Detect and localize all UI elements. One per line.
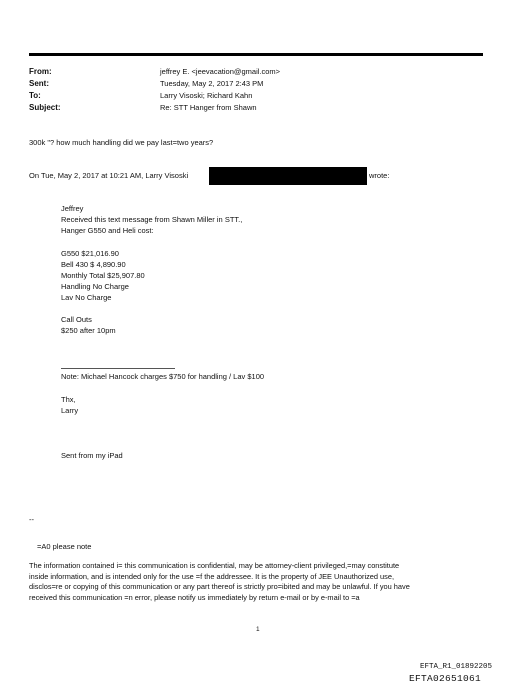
footer-id-2: EFTA02651061 [409, 673, 482, 684]
quote-header-prefix: On Tue, May 2, 2017 at 10:21 AM, Larry Visoski [29, 171, 189, 180]
subject-label: Subject: [29, 103, 61, 112]
subject-value: Re: STT Hanger from Shawn [160, 103, 257, 112]
to-label: To: [29, 91, 41, 100]
reply-text: 300k "? how much handling did we pay last=two years? [29, 138, 214, 147]
separator-line [61, 368, 175, 369]
redaction-bar [209, 167, 367, 185]
signature-name: Larry [61, 406, 79, 415]
header-rule [29, 53, 483, 56]
note-line: Note: Michael Hancock charges $750 for handling / Lav $100 [61, 372, 265, 381]
quoted-intro-line-1: Received this text message from Shawn Miller in STT., [61, 215, 243, 224]
cost-line-lav: Lav No Charge [61, 293, 112, 302]
disclaimer-line: inside information, and is intended only for the use =f the addressee. It is the property of JEE Unauthorized use, [29, 571, 395, 581]
cost-line-monthly-total: Monthly Total $25,907.80 [61, 271, 145, 280]
quote-header-suffix: wrote: [369, 171, 390, 180]
quoted-greeting: Jeffrey [61, 204, 84, 213]
sig-note: =A0 please note [37, 542, 92, 551]
disclaimer-line: disclos=re or copying of this communication or any part thereof is strictly pro=ibited and may be unlawful. If you have [29, 582, 410, 592]
page-number: 1 [256, 626, 260, 633]
from-value: jeffrey E. <jeevacation@gmail.com> [160, 67, 281, 76]
sent-from-line: Sent from my iPad [61, 451, 123, 460]
quoted-intro-line-2: Hanger G550 and Heli cost: [61, 226, 154, 235]
cost-line-bell430: Bell 430 $ 4,890.90 [61, 260, 126, 269]
disclaimer-line: The information contained i= this communication is confidential, may be attorney-client privileged,=may constitute [29, 561, 400, 570]
callouts-heading: Call Outs [61, 315, 92, 324]
sent-label: Sent: [29, 79, 49, 88]
callouts-rate: $250 after 10pm [61, 326, 116, 335]
from-label: From: [29, 67, 52, 76]
disclaimer-line: received this communication =n error, please notify us immediately by return e-mail or by e-mail to =a [29, 592, 360, 602]
sent-value: Tuesday, May 2, 2017 2:43 PM [160, 79, 264, 88]
thanks-line: Thx, [61, 395, 76, 404]
cost-line-handling: Handling No Charge [61, 282, 129, 291]
to-value: Larry Visoski; Richard Kahn [160, 91, 253, 100]
footer-id-1: EFTA_R1_01892205 [420, 663, 493, 671]
cost-line-g550: G550 $21,016.90 [61, 249, 119, 258]
sig-dashes: -- [29, 515, 34, 524]
disclaimer [29, 561, 489, 603]
